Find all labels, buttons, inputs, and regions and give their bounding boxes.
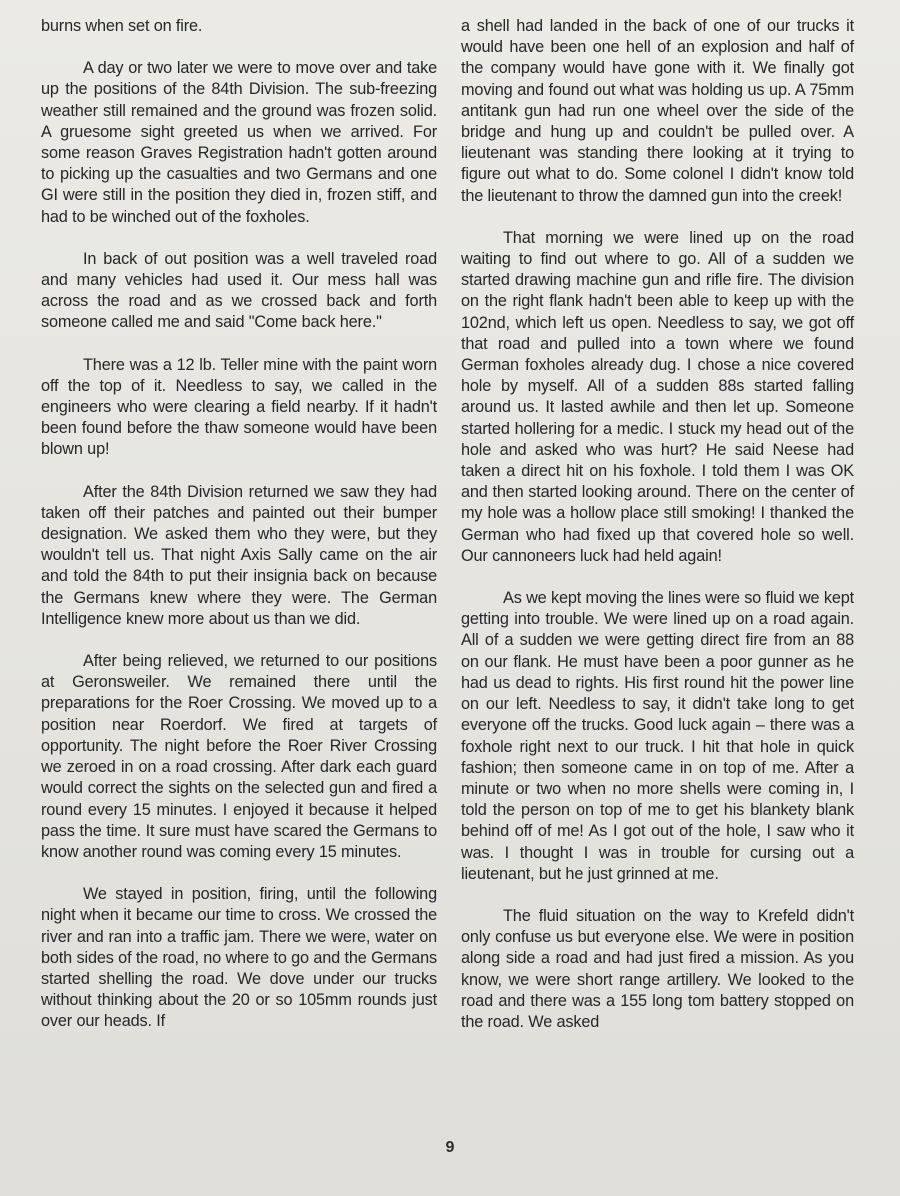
paragraph: As we kept moving the lines were so fluid we kept getting into trouble. We were lined up on a road again. All of a sudden we were getting direct fire from an 88 on our flank. He must have been a poor gunner as he had us dead to rights. His first round hit the power line on our left. Needless to say, it didn't take long to get everyone off the trucks. Good luck again – there was a foxhole right next to our truck. I hit that hole in quick fashion; then someone came in on top of me. After a minute or two when no more shells were coming in, I told the person on top of me to get his blankety blank behind off of me! As I got out of the hole, I saw who it was. I thought I was in trouble for cursing out a lieutenant, but he just grinned at me. (461, 589, 855, 883)
left-column (41, 16, 437, 1033)
paragraph: There was a 12 lb. Teller mine with the paint worn off the top of it. Needless to say, we called in the engineers who were clearing a field nearby. If it hadn't been found before the thaw someone would have been blown up! (41, 355, 437, 459)
paragraph: We stayed in position, firing, until the following night when it became our time to cross. We crossed the river and ran into a traffic jam. There we were, water on both sides of the road, no where to go and the Germans started shelling the road. We dove under our trucks without thinking about the 20 or so 105mm rounds just over our heads. If (41, 885, 437, 1031)
right-column (461, 16, 854, 1033)
paragraph: burns when set on fire. (41, 17, 203, 35)
paragraph: a shell had landed in the back of one of our trucks it would have been one hell of an explosion and half of the company would have gone with it. We finally got moving and found out what was holding us up. A 75mm antitank gun had run one wheel over the side of the bridge and hung up and couldn't be pulled over. A lieutenant was standing there looking at it trying to figure out what to do. Some colonel I didn't know told the lieutenant to throw the damned gun into the creek! (461, 17, 854, 205)
paragraph: That morning we were lined up on the road waiting to find out where to go. All of a sudden we started drawing machine gun and rifle fire. The division on the right flank hadn't been able to keep up with the 102nd, which left us open. Needless to say, we got off that road and pulled into a town where we found German foxholes already dug. I chose a nice covered hole by myself. All of a sudden 88s started falling around us. It lasted awhile and then let up. Someone started hollering for a medic. I stuck my head out of the hole and asked who was hurt? He said Neese had taken a direct hit on his foxhole. I told them I was OK and then started looking around. There on the center of my hole was a hollow place still smoking! I thanked the German who had fixed up that covered hole so well. Our cannoneers luck had held again! (461, 228, 854, 565)
paragraph: In back of out position was a well traveled road and many vehicles had used it. Our mess hall was across the road and as we crossed back and forth someone called me and said "Come back here." (41, 249, 437, 332)
paragraph: After the 84th Division returned we saw they had taken off their patches and painted out their bumper designation. We asked them who they were, but they wouldn't tell us. That night Axis Sally came on the air and told the 84th to put their insignia back on because the Germans knew where they were. The German Intelligence knew more about us than we did. (41, 482, 437, 628)
page-number: 9 (445, 1139, 455, 1156)
paragraph: The fluid situation on the way to Krefeld didn't only confuse us but everyone else. We were in position along side a road and had just fired a mission. As you know, we were short range artillery. We looked to the road and there was a 155 long tom battery stopped on the road. We asked (461, 906, 854, 1031)
paragraph: A day or two later we were to move over and take up the positions of the 84th Division. The sub-freezing weather still remained and the ground was frozen solid. A gruesome sight greeted us when we arrived. For some reason Graves Registration hadn't gotten around to picking up the casualties and two Germans and one GI were still in the position they died in, frozen stiff, and had to be winched out of the foxholes. (41, 59, 437, 226)
paragraph: After being relieved, we returned to our positions at Geronsweiler. We remained there until the preparations for the Roer Crossing. We moved up to a position near Roerdorf. We fired at targets of opportunity. The night before the Roer River Crossing we zeroed in on a road crossing. After dark each guard would correct the sights on the selected gun and fired a round every 15 minutes. I enjoyed it because it helped pass the time. It sure must have scared the Germans to know another round was coming every 15 minutes. (41, 652, 437, 861)
